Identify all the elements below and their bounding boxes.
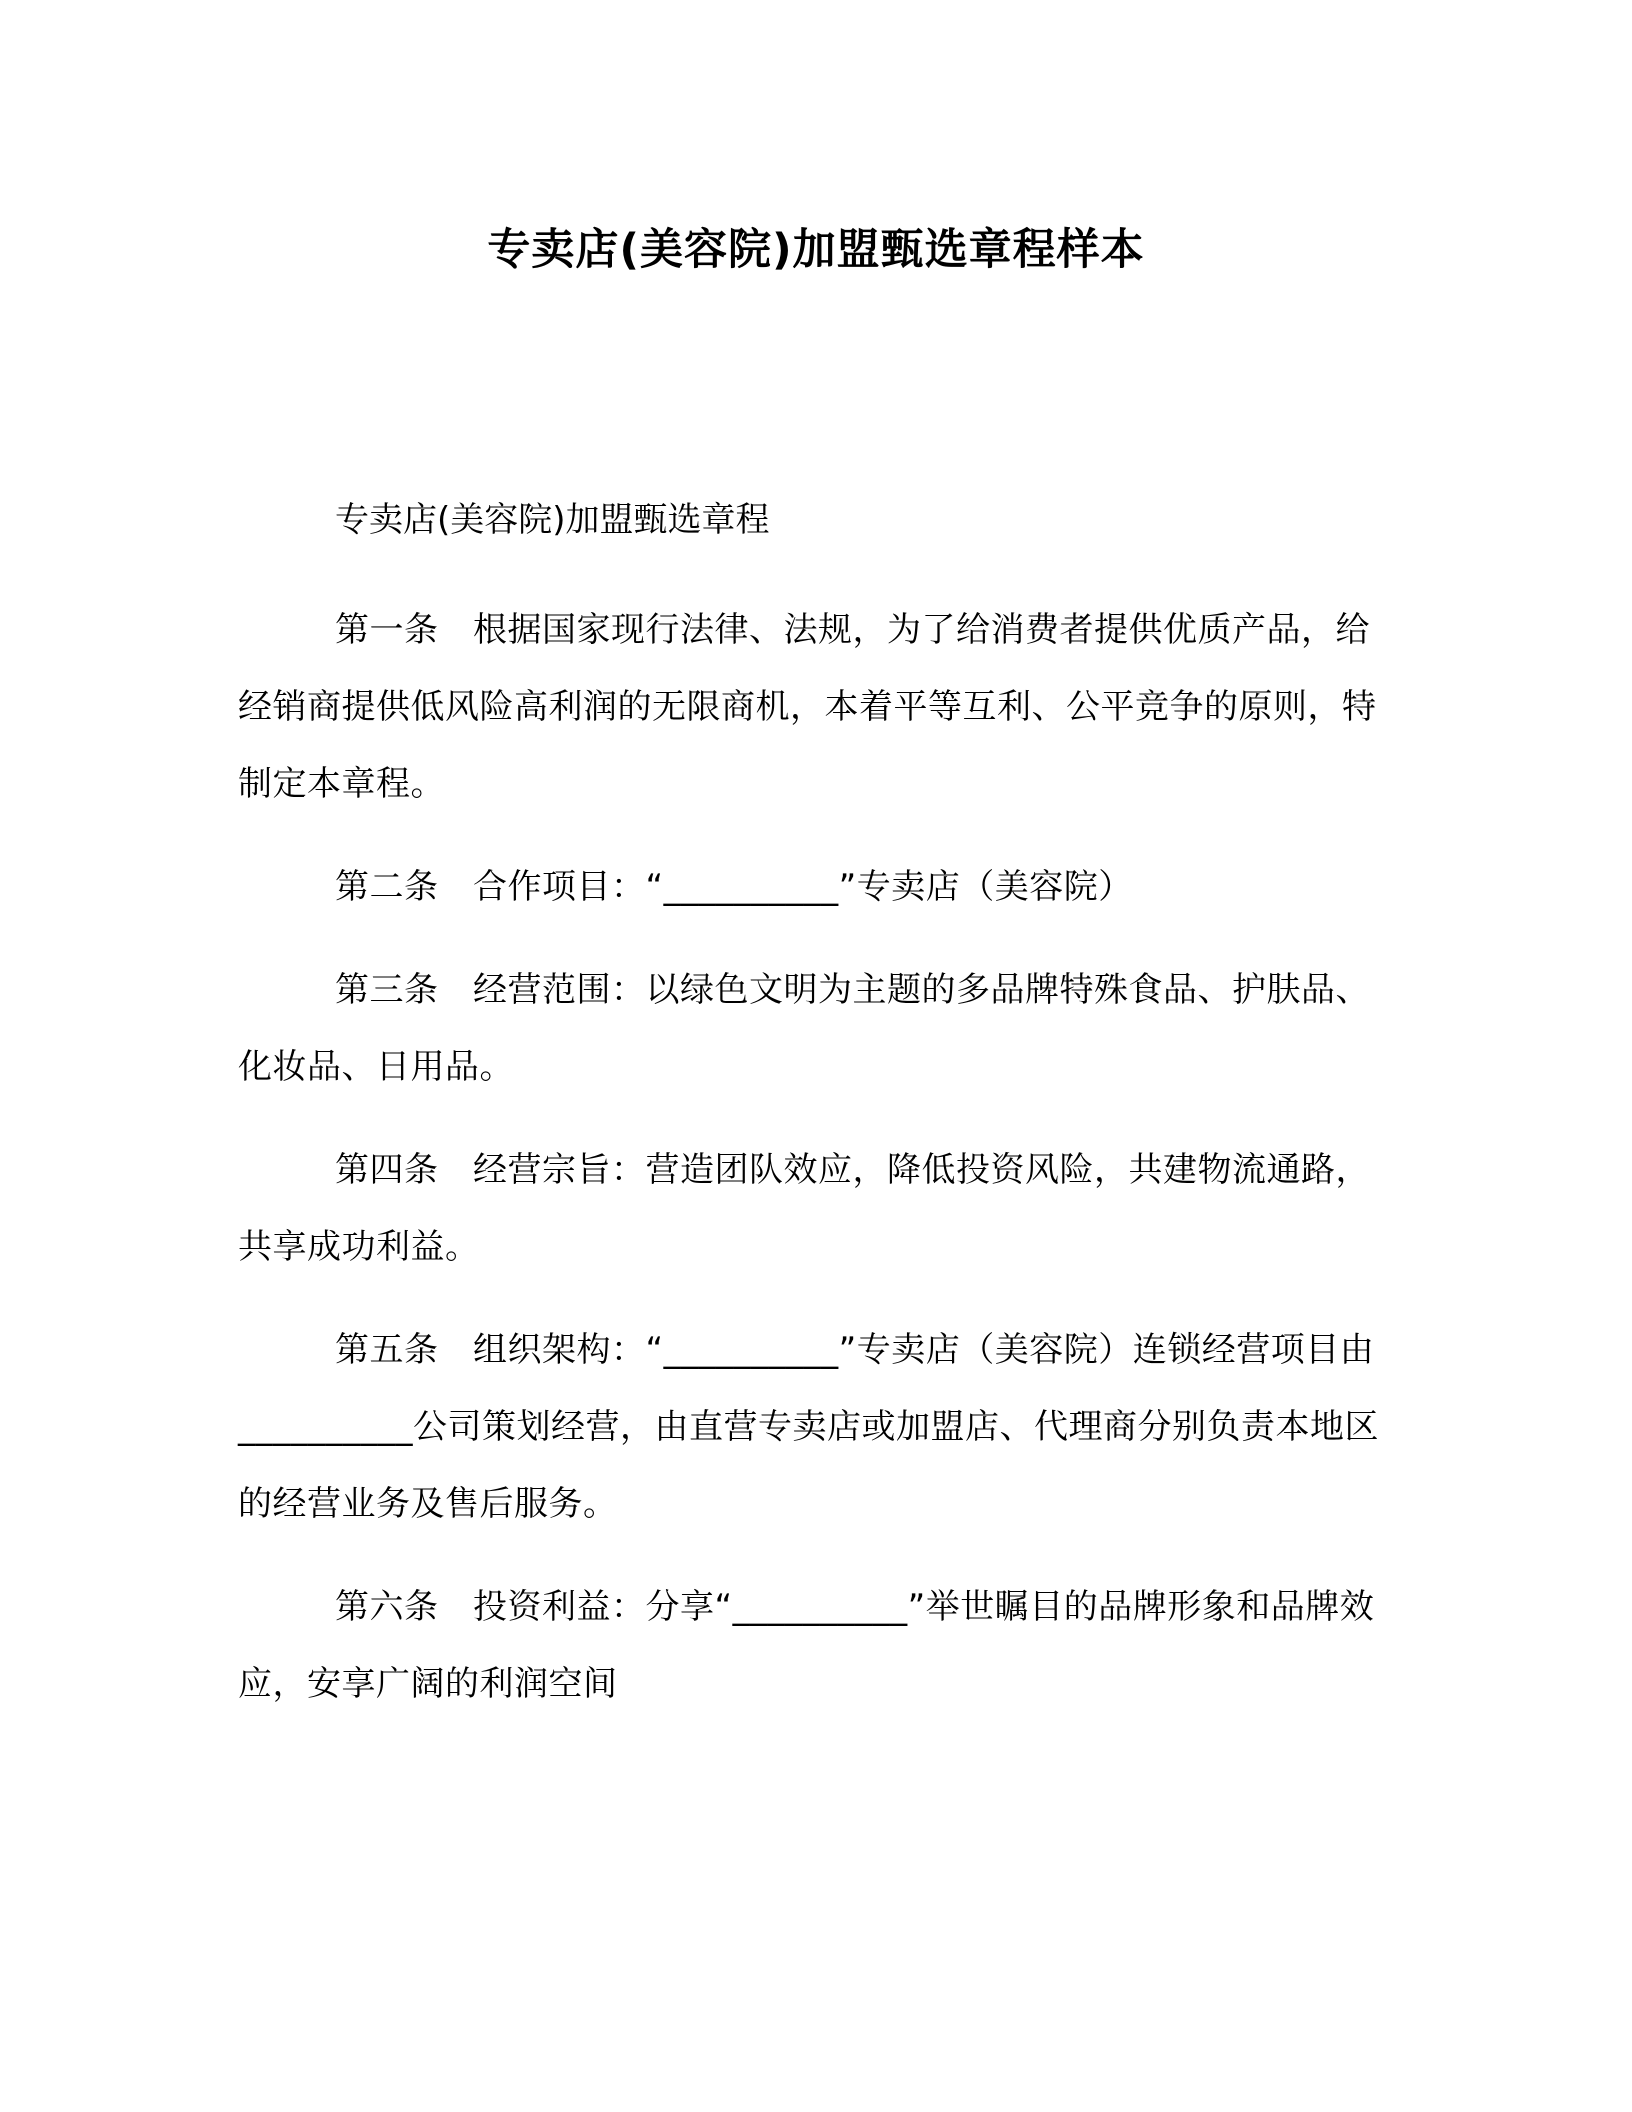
article-5: 第五条 组织架构：“__________”专卖店（美容院）连锁经营项目由__________公司策划经营，由直营专卖店或加盟店、代理商分别负责本地区的经营业务及售后服务。 xyxy=(238,1330,1379,1524)
document-body xyxy=(238,488,1398,1749)
article-1: 第一条 根据国家现行法律、法规，为了给消费者提供优质产品，给经销商提供低风险高利润的无限商机，本着平等互利、公平竞争的原则，特制定本章程。 xyxy=(238,610,1377,804)
article-6: 第六条 投资利益：分享“__________”举世瞩目的品牌形象和品牌效应，安享广阔的利润空间 xyxy=(238,1587,1375,1704)
article-3: 第三条 经营范围：以绿色文明为主题的多品牌特殊食品、护肤品、化妆品、日用品。 xyxy=(238,970,1370,1087)
document-subtitle: 专卖店(美容院)加盟甄选章程 xyxy=(335,500,770,540)
article-4: 第四条 经营宗旨：营造团队效应，降低投资风险，共建物流通路，共享成功利益。 xyxy=(238,1150,1370,1267)
document-title: 专卖店(美容院)加盟甄选章程样本 xyxy=(487,225,1145,275)
article-2: 第二条 合作项目：“__________”专卖店（美容院） xyxy=(335,867,1133,907)
